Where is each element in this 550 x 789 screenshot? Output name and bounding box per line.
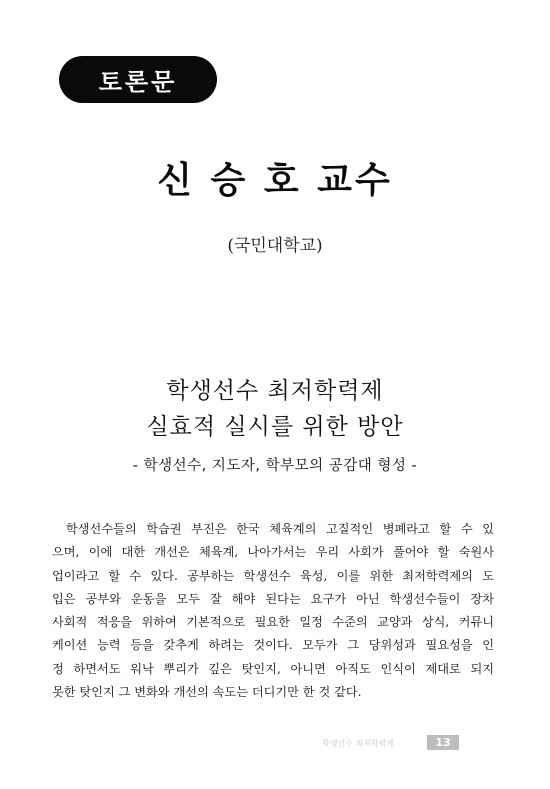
page-number: 13 xyxy=(427,735,459,750)
body-line: 학생선수들의 학습권 부진은 한국 체육계의 고질적인 병폐라고 할 수 있 xyxy=(66,522,494,536)
body-line: 입은 공부와 운동을 모두 잘 해야 된다는 요구가 아닌 학생선수들이 장차 xyxy=(52,591,494,606)
body-line: 사회적 적응을 위하여 기본적으로 필요한 일정 수준의 교양과 상식, 커뮤니 xyxy=(52,615,494,630)
body-line: 못한 탓인지 그 변화와 개선의 속도는 더디기만 한 것 같다. xyxy=(52,685,362,700)
section-badge xyxy=(59,56,217,103)
body-line: 정 하면서도 워낙 뿌리가 깊은 탓인지, 아니면 아직도 인식이 제대로 되지 xyxy=(52,661,494,676)
body-line: 케이션 능력 등을 갖추게 하려는 것이다. 모두가 그 당위성과 필요성을 인 xyxy=(52,638,494,653)
body-line: 업이라고 할 수 있다. 공부하는 학생선수 육성, 이를 위한 최저학력제의 도 xyxy=(52,568,494,583)
topic-subtitle: - 학생선수, 지도자, 학부모의 공감대 형성 - xyxy=(132,458,418,474)
section-badge-label: 토론문 xyxy=(98,68,178,96)
body-line: 으며, 이에 대한 개선은 체육계, 나아가서는 우리 사회가 풀어야 할 숙원사 xyxy=(52,545,494,560)
speaker-name: 신 승 호 교수 xyxy=(157,160,393,201)
body-paragraph xyxy=(52,518,494,704)
topic-title-line-2: 실효적 실시를 위한 방안 xyxy=(146,414,404,440)
footer-running-title: 학생선수 최저학력제 xyxy=(322,739,395,748)
speaker-affiliation: (국민대학교) xyxy=(227,236,323,256)
topic-title-line-1: 학생선수 최저학력제 xyxy=(166,378,384,404)
